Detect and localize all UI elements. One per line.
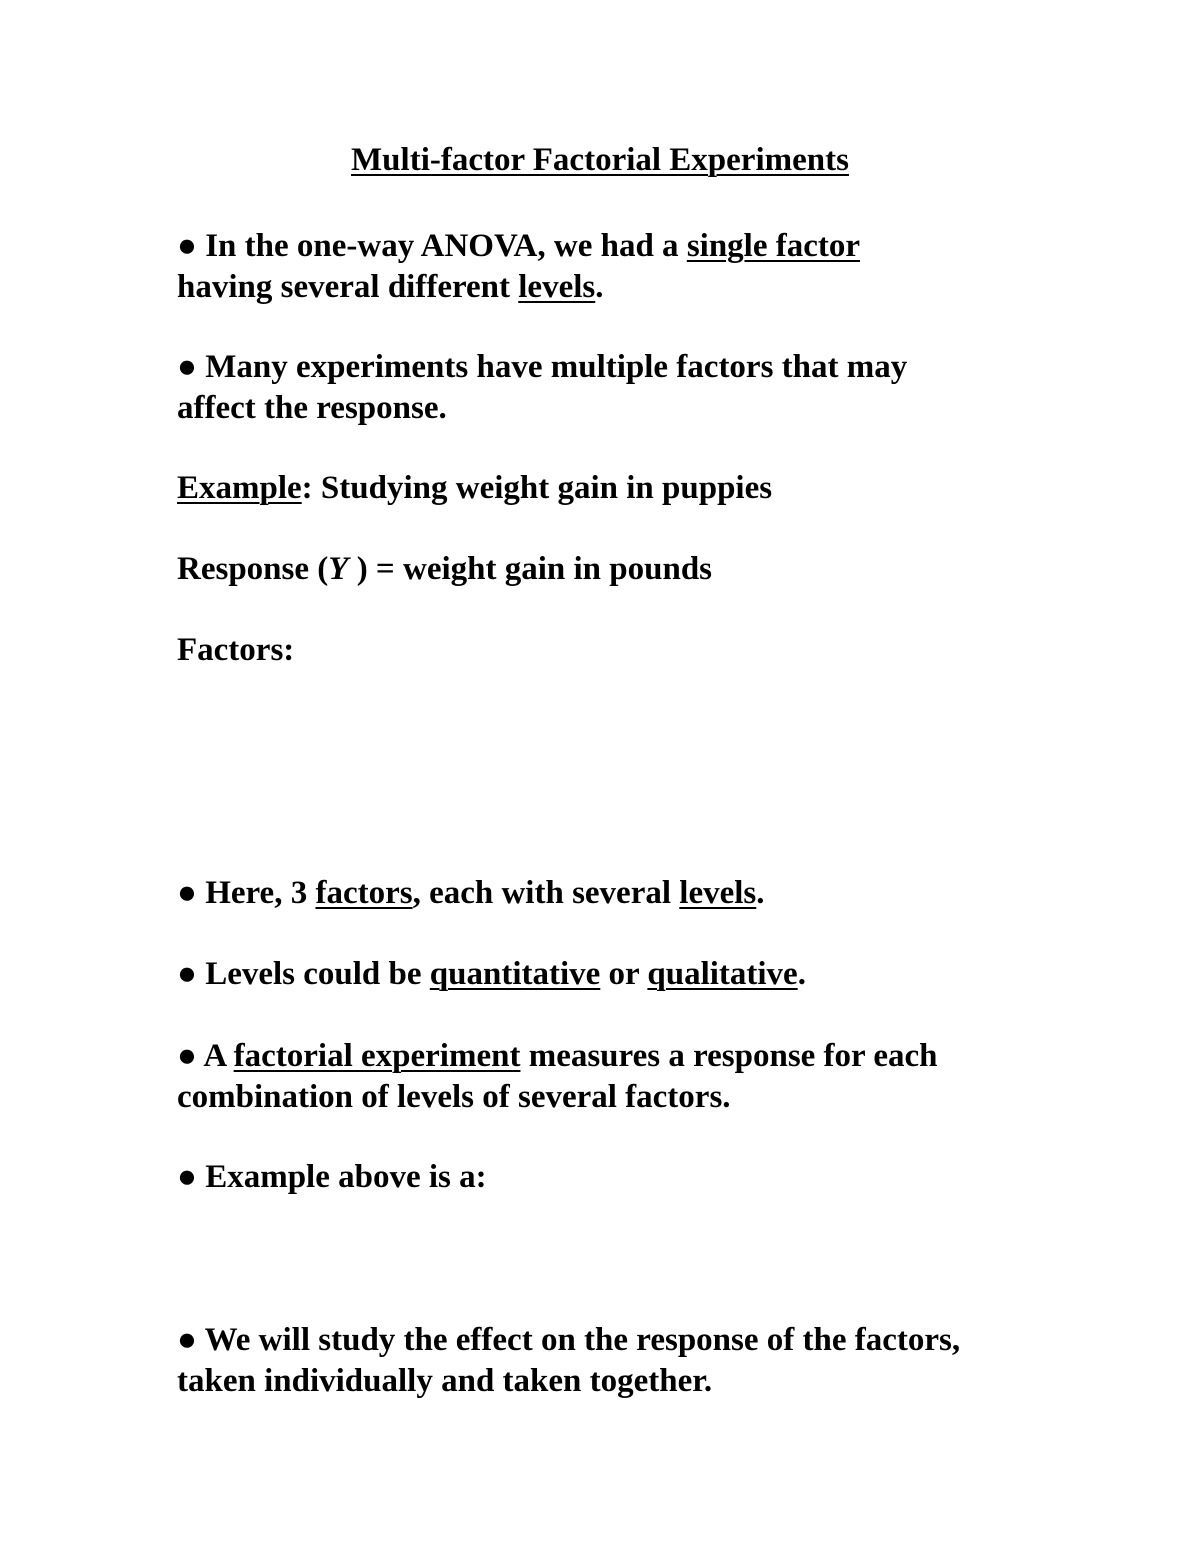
bullet: ● <box>177 1159 197 1195</box>
line <box>177 226 1057 267</box>
line <box>177 1157 1057 1198</box>
text: Response ( <box>177 551 329 587</box>
term-single-factor: single factor <box>686 228 861 264</box>
text: affect the response. <box>177 390 447 426</box>
bullet: ● <box>177 1038 197 1074</box>
line <box>177 1077 1057 1118</box>
line <box>177 954 1057 995</box>
page-title <box>0 140 1200 180</box>
text: Here, 3 <box>196 875 316 911</box>
text: taken individually and taken together. <box>177 1363 713 1399</box>
line <box>177 388 1057 429</box>
paragraph-factorial-experiment <box>177 1036 1057 1118</box>
term-levels: levels <box>679 875 757 911</box>
line <box>177 1036 1057 1077</box>
paragraph-study-effect <box>177 1320 1057 1402</box>
text: having several different <box>177 269 519 305</box>
bullet: ● <box>177 1322 197 1358</box>
text: , each with several <box>412 875 680 911</box>
text: . <box>797 956 806 992</box>
text: : Studying weight gain in puppies <box>301 470 773 506</box>
term-quantitative: quantitative <box>429 956 601 992</box>
paragraph-example <box>177 468 1057 509</box>
paragraph-factors <box>177 630 1057 671</box>
term-qualitative: qualitative <box>647 956 798 992</box>
text: Many experiments have multiple factors that may <box>196 349 908 385</box>
line <box>177 347 1057 388</box>
paragraph-multiple-factors <box>177 347 1057 429</box>
text: Levels could be <box>196 956 430 992</box>
bullet: ● <box>177 349 197 385</box>
text: A <box>196 1038 234 1074</box>
paragraph-three-factors <box>177 873 1057 914</box>
line <box>177 630 1057 671</box>
term-example: Example <box>177 470 302 506</box>
text: ) = weight gain in pounds <box>348 551 713 587</box>
text: Example above is a: <box>196 1159 487 1195</box>
text: We will study the effect on the response of the factors, <box>196 1322 961 1358</box>
text: . <box>595 269 604 305</box>
bullet: ● <box>177 875 197 911</box>
text: or <box>600 956 648 992</box>
text: Factors: <box>177 632 295 668</box>
term-factors: factors <box>315 875 413 911</box>
text: measures a response for each <box>520 1038 938 1074</box>
line <box>177 873 1057 914</box>
paragraph-one-way-anova <box>177 226 1057 308</box>
text: combination of levels of several factors. <box>177 1079 731 1115</box>
line <box>177 468 1057 509</box>
line <box>177 1320 1057 1361</box>
paragraph-example-above <box>177 1157 1057 1198</box>
term-levels: levels <box>518 269 596 305</box>
bullet: ● <box>177 228 197 264</box>
term-factorial-experiment: factorial experiment <box>233 1038 521 1074</box>
line <box>177 549 1057 590</box>
text: . <box>756 875 765 911</box>
line <box>177 1361 1057 1402</box>
paragraph-response <box>177 549 1057 590</box>
text: In the one-way ANOVA, we had a <box>196 228 687 264</box>
page-title-text: Multi-factor Factorial Experiments <box>351 142 849 178</box>
bullet: ● <box>177 956 197 992</box>
paragraph-levels-types <box>177 954 1057 995</box>
variable-y: Y <box>328 551 349 587</box>
line <box>177 267 1057 308</box>
